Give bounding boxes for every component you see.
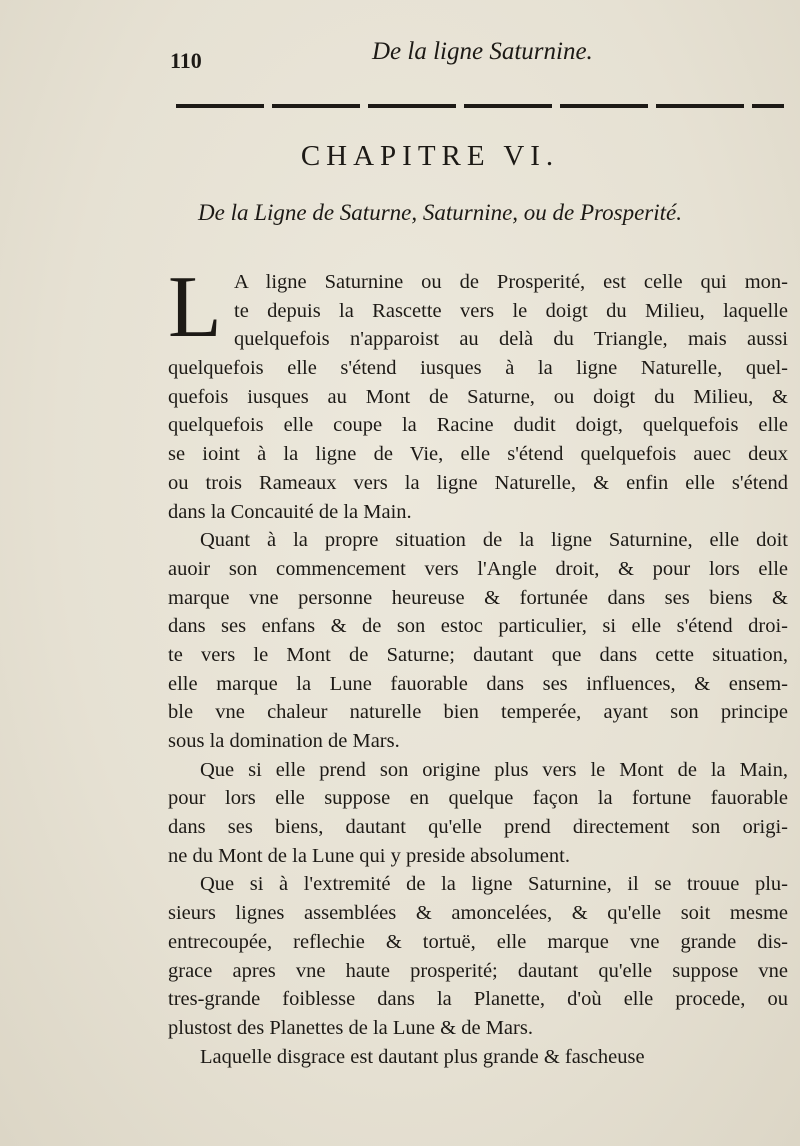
running-title: De la ligne Saturnine. [372,38,593,65]
text-line: Laquelle disgrace est dautant plus grande & fascheuse [200,1045,645,1068]
text-line: sieurs lignes assemblées & amoncelées, & qu'elle soit mesme [168,902,788,925]
paragraph [168,870,788,1042]
text-line: ne du Mont de la Lune qui y preside absolument. [168,844,570,867]
text-line: ble vne chaleur naturelle bien temperée, ayant son principe [168,701,788,724]
page-header [0,34,800,74]
chapter-subtitle: De la Ligne de Saturne, Saturnine, ou de Prosperité. [198,200,682,225]
text-line: Que si elle prend son origine plus vers le Mont de la Main, [200,758,788,781]
header-rule [176,104,784,108]
text-line: plustost des Planettes de la Lune & de Mars. [168,1016,533,1039]
text-line: te depuis la Rascette vers le doigt du Milieu, laquelle [234,299,788,322]
text-line: dans ses enfans & de son estoc particulier, si elle s'étend droi- [168,615,788,638]
text-line: auoir son commencement vers l'Angle droit, & pour lors elle [168,557,788,580]
paragraph [168,756,788,871]
text-line: marque vne personne heureuse & fortunée dans ses biens & [168,586,788,609]
text-line: dans ses biens, dautant qu'elle prend directement son origi- [168,816,788,839]
text-line: grace apres vne haute prosperité; dautant qu'elle suppose vne [168,959,788,982]
text-line: quelquefois elle coupe la Racine dudit doigt, quelquefois elle [168,414,788,437]
text-line: Que si à l'extremité de la ligne Saturnine, il se trouue plu- [200,873,788,896]
text-line: te vers le Mont de Saturne; dautant que dans cette situation, [168,643,788,666]
text-line: quelquefois elle s'étend iusques à la ligne Naturelle, quel- [168,357,788,380]
text-line: elle marque la Lune fauorable dans ses influences, & ensem- [168,672,788,695]
text-line: pour lors elle suppose en quelque façon la fortune fauorable [168,787,788,810]
text-line: se ioint à la ligne de Vie, elle s'étend quelquefois auec deux [168,443,788,466]
text-line: dans la Concauité de la Main. [168,500,412,523]
paragraph-1-wrap [168,259,788,526]
page-number: 110 [170,48,202,73]
text-line: entrecoupée, reflechie & tortuë, elle marque vne grande dis- [168,930,788,953]
text-line: A ligne Saturnine ou de Prosperité, est celle qui mon- [234,271,788,293]
paragraph [168,526,788,756]
text-line: quelquefois n'apparoist au delà du Triangle, mais aussi [234,328,788,351]
text-line: tres-grande foiblesse dans la Planette, d'où elle procede, ou [168,988,788,1011]
body-text [168,259,788,1071]
drop-cap: L [168,259,222,356]
text-line: ou trois Rameaux vers la ligne Naturelle, & enfin elle s'étend [168,471,788,494]
paragraph [168,259,788,526]
chapter-heading: CHAPITRE VI. [300,140,560,172]
text-line: Quant à la propre situation de la ligne Saturnine, elle doit [200,529,788,552]
text-line: quefois iusques au Mont de Saturne, ou doigt du Milieu, & [168,385,788,408]
paragraph [168,1043,788,1072]
text-line: sous la domination de Mars. [168,730,400,752]
